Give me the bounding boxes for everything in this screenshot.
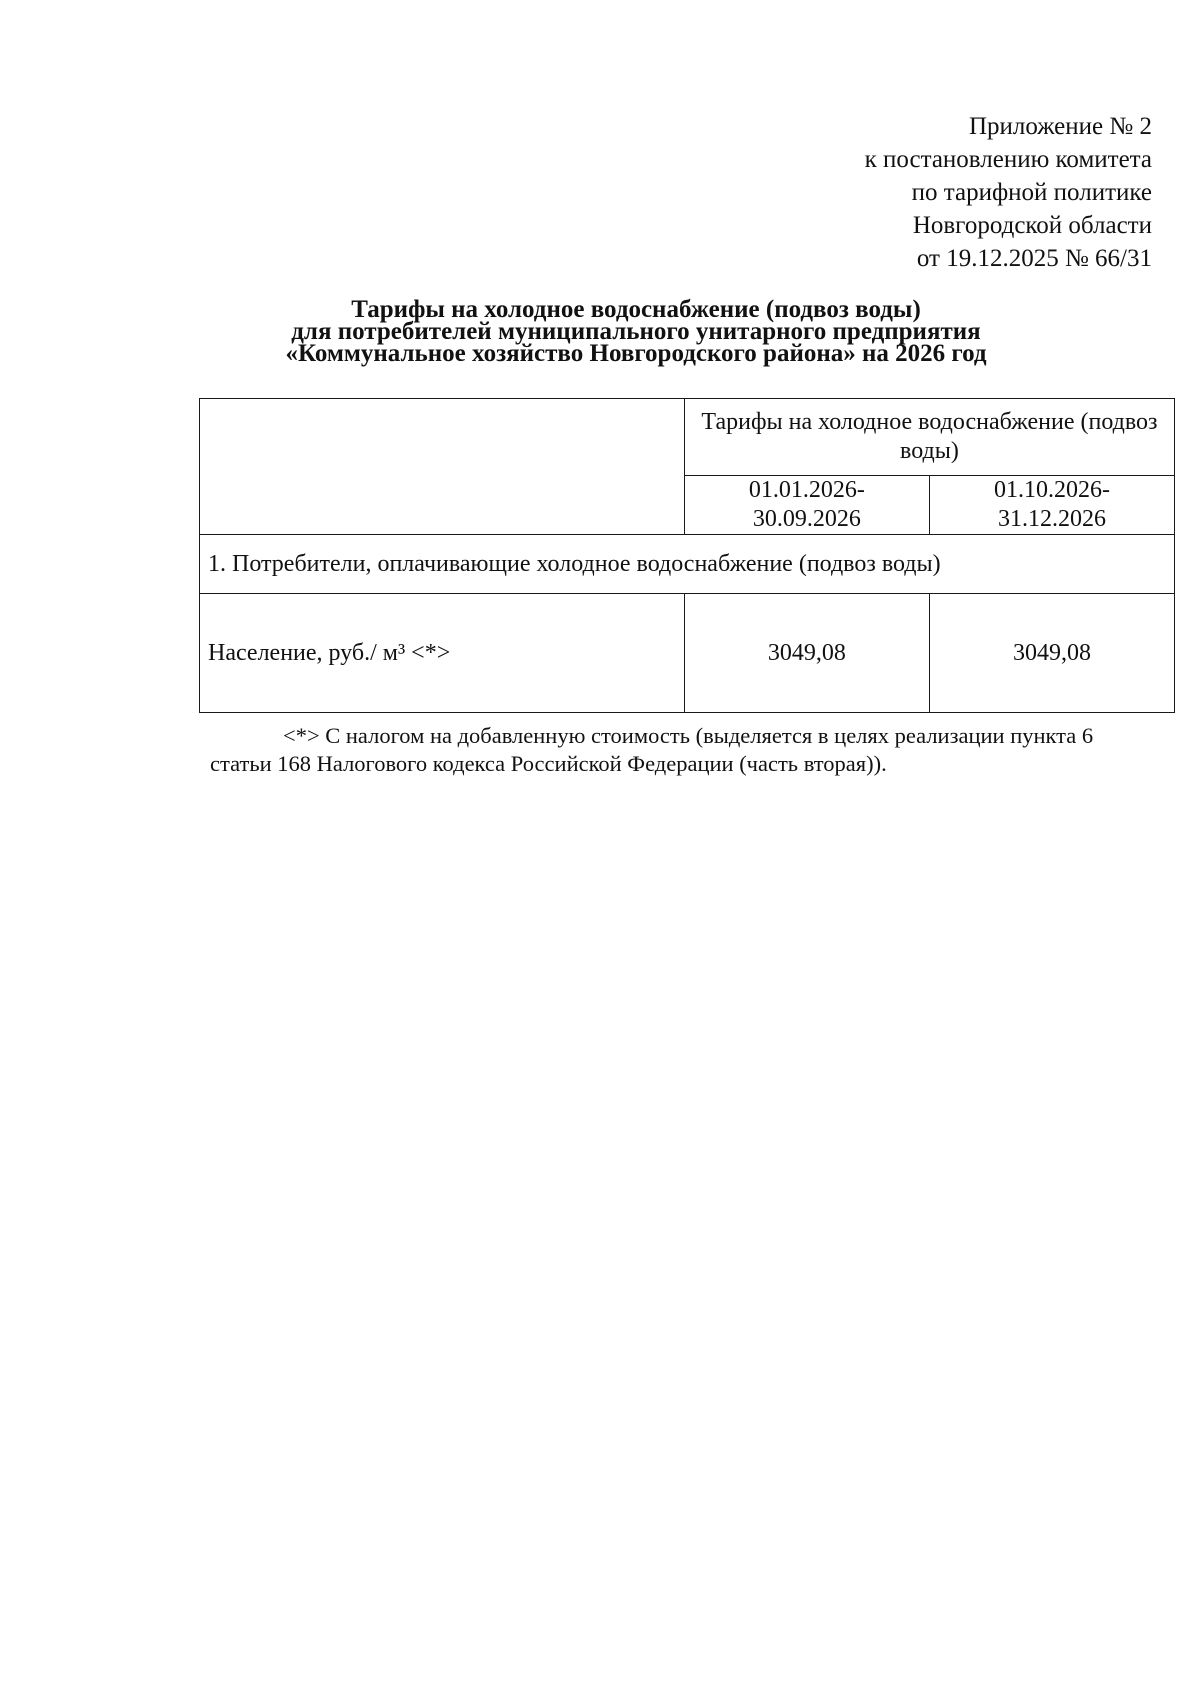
appendix-line: по тарифной политике <box>911 179 1152 206</box>
title-line: для потребителей муниципального унитарного предприятия <box>291 318 981 345</box>
footnote-line: <*> С налогом на добавленную стоимость (выделяется в целях реализации пункта 6 <box>283 723 1094 748</box>
appendix-line: Приложение № 2 <box>968 113 1152 140</box>
blank-header-cell <box>200 399 685 535</box>
tariff-value-cell: 3049,08 <box>929 594 1174 713</box>
appendix-line: от 19.12.2025 № 66/31 <box>916 245 1152 272</box>
period-from: 01.10.2026- <box>993 477 1110 503</box>
period-to: 30.09.2026 <box>752 506 861 532</box>
appendix-block <box>592 110 1152 275</box>
section-cell: 1. Потребители, оплачивающие холодное водоснабжение (подвоз воды) <box>200 535 1175 594</box>
tariff-header-cell: Тарифы на холодное водоснабжение (подвоз воды) <box>684 399 1174 476</box>
period-cell <box>929 476 1174 535</box>
title-line: «Коммунальное хозяйство Новгородского района» на 2026 год <box>285 340 987 367</box>
consumer-label-cell: Население, руб./ м³ <*> <box>200 594 685 713</box>
appendix-line: к постановлению комитета <box>864 146 1152 173</box>
footnote-line: статьи 168 Налогового кодекса Российской Федерации (часть вторая)). <box>210 751 887 776</box>
title-line: Тарифы на холодное водоснабжение (подвоз воды) <box>351 296 921 323</box>
table-row <box>200 594 1175 713</box>
document-title <box>200 296 1072 367</box>
tariff-value-cell: 3049,08 <box>684 594 929 713</box>
table-header-row <box>200 399 1175 476</box>
section-row <box>200 535 1175 594</box>
period-from: 01.01.2026- <box>748 477 865 503</box>
period-to: 31.12.2026 <box>997 506 1106 532</box>
period-cell <box>684 476 929 535</box>
footnote <box>210 722 1170 778</box>
appendix-line: Новгородской области <box>912 212 1152 239</box>
tariff-table <box>199 398 1175 713</box>
